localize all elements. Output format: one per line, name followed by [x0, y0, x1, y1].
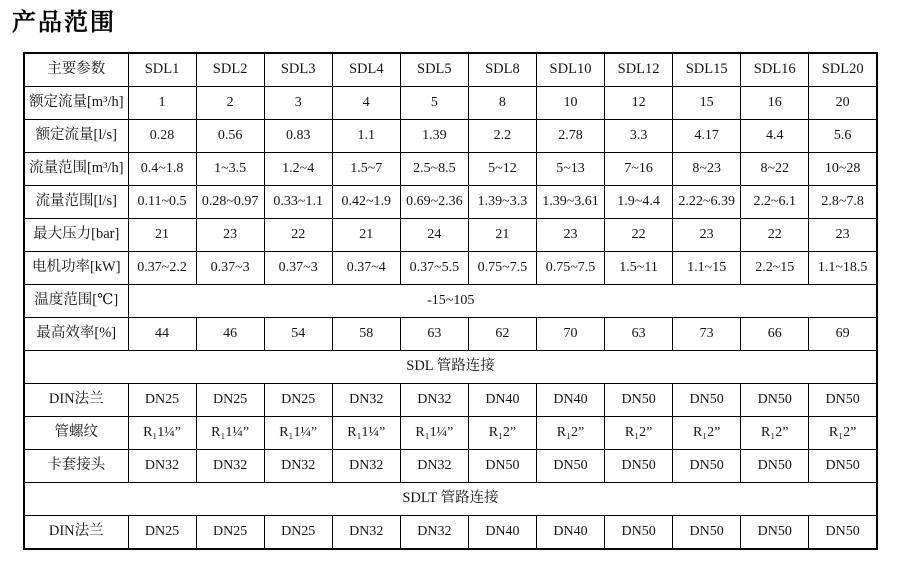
- table-row: [24, 87, 877, 120]
- table-cell: 3.3: [605, 120, 673, 153]
- table-cell: DN25: [264, 384, 332, 417]
- table-cell: DN50: [605, 516, 673, 550]
- table-cell: 1.1: [332, 120, 400, 153]
- table-row: [24, 186, 877, 219]
- header-model-sdl10: SDL10: [536, 53, 604, 87]
- table-cell: 0.69~2.36: [400, 186, 468, 219]
- table-cell: 8~22: [741, 153, 809, 186]
- table-row: [24, 153, 877, 186]
- section-title-cell: SDL 管路连接: [24, 351, 877, 384]
- table-cell: DN50: [536, 450, 604, 483]
- table-cell: 54: [264, 318, 332, 351]
- table-cell: DN32: [400, 384, 468, 417]
- header-model-sdl2: SDL2: [196, 53, 264, 87]
- table-cell: 2.22~6.39: [673, 186, 741, 219]
- table-cell: 4: [332, 87, 400, 120]
- table-cell: R₁1¼”: [264, 417, 332, 450]
- table-cell: 0.33~1.1: [264, 186, 332, 219]
- header-model-sdl15: SDL15: [673, 53, 741, 87]
- section-title-cell: SDLT 管路连接: [24, 483, 877, 516]
- table-cell: DN40: [536, 384, 604, 417]
- table-cell: 7~16: [605, 153, 673, 186]
- header-param-label: 主要参数: [24, 53, 128, 87]
- row-label: 最高效率[%]: [24, 318, 128, 351]
- table-cell: DN25: [128, 384, 196, 417]
- header-model-sdl5: SDL5: [400, 53, 468, 87]
- table-cell: 0.37~2.2: [128, 252, 196, 285]
- table-row: [24, 417, 877, 450]
- table-cell: DN40: [468, 516, 536, 550]
- table-cell: R₁2”: [809, 417, 877, 450]
- table-cell: 4.4: [741, 120, 809, 153]
- table-body: [24, 53, 877, 549]
- table-cell: 23: [809, 219, 877, 252]
- header-model-sdl4: SDL4: [332, 53, 400, 87]
- table-cell: 22: [264, 219, 332, 252]
- table-cell: 1.1~15: [673, 252, 741, 285]
- table-cell: R₁2”: [673, 417, 741, 450]
- table-cell: 21: [332, 219, 400, 252]
- table-cell: DN50: [673, 384, 741, 417]
- table-cell: DN32: [332, 384, 400, 417]
- product-range-table: [23, 52, 878, 550]
- table-cell: DN25: [128, 516, 196, 550]
- table-cell: 0.28: [128, 120, 196, 153]
- table-cell: 0.75~7.5: [536, 252, 604, 285]
- table-row: [24, 450, 877, 483]
- table-cell: DN50: [741, 516, 809, 550]
- row-label: 管螺纹: [24, 417, 128, 450]
- table-cell: 5.6: [809, 120, 877, 153]
- table-cell: 0.4~1.8: [128, 153, 196, 186]
- table-cell: 21: [468, 219, 536, 252]
- header-model-sdl3: SDL3: [264, 53, 332, 87]
- table-cell: 22: [605, 219, 673, 252]
- table-cell: 0.56: [196, 120, 264, 153]
- table-cell: 63: [400, 318, 468, 351]
- table-cell: 0.37~5.5: [400, 252, 468, 285]
- table-cell: 0.37~3: [264, 252, 332, 285]
- table-cell: 1.5~11: [605, 252, 673, 285]
- header-model-sdl8: SDL8: [468, 53, 536, 87]
- table-cell: 44: [128, 318, 196, 351]
- table-cell: 2.2~15: [741, 252, 809, 285]
- table-cell: 1.1~18.5: [809, 252, 877, 285]
- table-cell: 20: [809, 87, 877, 120]
- table-cell: DN25: [264, 516, 332, 550]
- table-cell: 70: [536, 318, 604, 351]
- table-cell: 8~23: [673, 153, 741, 186]
- table-cell: 1.39~3.61: [536, 186, 604, 219]
- table-cell: 22: [741, 219, 809, 252]
- header-model-sdl1: SDL1: [128, 53, 196, 87]
- page-title: 产品范围: [12, 8, 116, 36]
- row-label: 额定流量[m³/h]: [24, 87, 128, 120]
- table-cell: 0.11~0.5: [128, 186, 196, 219]
- table-cell: 5~12: [468, 153, 536, 186]
- table-cell: 2.5~8.5: [400, 153, 468, 186]
- table-cell: 2.78: [536, 120, 604, 153]
- table-cell: DN50: [809, 516, 877, 550]
- table-header-row: [24, 53, 877, 87]
- table-row: [24, 120, 877, 153]
- table-cell: 5: [400, 87, 468, 120]
- merged-value-cell: -15~105: [128, 285, 877, 318]
- table-cell: R₁1¼”: [128, 417, 196, 450]
- table-cell: DN50: [741, 450, 809, 483]
- table-cell: 2.2~6.1: [741, 186, 809, 219]
- table-cell: DN40: [468, 384, 536, 417]
- table-cell: 23: [196, 219, 264, 252]
- table-cell: 0.42~1.9: [332, 186, 400, 219]
- table-cell: 3: [264, 87, 332, 120]
- table-cell: 1.2~4: [264, 153, 332, 186]
- table-cell: R₁2”: [536, 417, 604, 450]
- table-cell: DN50: [605, 384, 673, 417]
- row-label: 温度范围[℃]: [24, 285, 128, 318]
- table-row-merged: [24, 285, 877, 318]
- table-cell: 1~3.5: [196, 153, 264, 186]
- table-cell: 69: [809, 318, 877, 351]
- table-cell: DN32: [400, 516, 468, 550]
- table-cell: DN50: [468, 450, 536, 483]
- table-cell: 0.28~0.97: [196, 186, 264, 219]
- table-cell: 23: [536, 219, 604, 252]
- table-cell: R₁1¼”: [400, 417, 468, 450]
- table-cell: DN25: [196, 384, 264, 417]
- table-cell: 1.5~7: [332, 153, 400, 186]
- table-cell: DN50: [673, 450, 741, 483]
- row-label: 流量范围[m³/h]: [24, 153, 128, 186]
- table-cell: DN32: [332, 450, 400, 483]
- table-cell: 2.2: [468, 120, 536, 153]
- table-cell: R₁2”: [605, 417, 673, 450]
- table-cell: 1.39~3.3: [468, 186, 536, 219]
- table-cell: 15: [673, 87, 741, 120]
- table-cell: 73: [673, 318, 741, 351]
- table-cell: R₁2”: [741, 417, 809, 450]
- table-cell: 12: [605, 87, 673, 120]
- table-cell: R₁1¼”: [332, 417, 400, 450]
- table-cell: 0.75~7.5: [468, 252, 536, 285]
- table-cell: 2.8~7.8: [809, 186, 877, 219]
- table-cell: DN32: [400, 450, 468, 483]
- table-cell: R₁1¼”: [196, 417, 264, 450]
- table-cell: 21: [128, 219, 196, 252]
- table-cell: 46: [196, 318, 264, 351]
- row-label: 卡套接头: [24, 450, 128, 483]
- table-cell: DN32: [128, 450, 196, 483]
- table-cell: 0.37~4: [332, 252, 400, 285]
- table-cell: DN32: [264, 450, 332, 483]
- table-cell: 1.39: [400, 120, 468, 153]
- table-cell: 66: [741, 318, 809, 351]
- section-row: [24, 351, 877, 384]
- header-model-sdl16: SDL16: [741, 53, 809, 87]
- table-cell: 1.9~4.4: [605, 186, 673, 219]
- table-cell: 2: [196, 87, 264, 120]
- table-cell: DN50: [809, 384, 877, 417]
- table-cell: 24: [400, 219, 468, 252]
- table-row: [24, 516, 877, 550]
- table-cell: DN50: [741, 384, 809, 417]
- table-cell: 0.37~3: [196, 252, 264, 285]
- table-cell: 10: [536, 87, 604, 120]
- table-cell: 0.83: [264, 120, 332, 153]
- table-cell: 4.17: [673, 120, 741, 153]
- table-cell: 10~28: [809, 153, 877, 186]
- row-label: DIN法兰: [24, 384, 128, 417]
- table-cell: DN50: [605, 450, 673, 483]
- table-cell: DN25: [196, 516, 264, 550]
- table-cell: DN40: [536, 516, 604, 550]
- section-row: [24, 483, 877, 516]
- table-cell: DN32: [196, 450, 264, 483]
- table-cell: DN50: [809, 450, 877, 483]
- table-cell: 16: [741, 87, 809, 120]
- row-label: 电机功率[kW]: [24, 252, 128, 285]
- table-cell: R₁2”: [468, 417, 536, 450]
- header-model-sdl12: SDL12: [605, 53, 673, 87]
- table-cell: 23: [673, 219, 741, 252]
- table-row: [24, 384, 877, 417]
- table-row: [24, 219, 877, 252]
- table-cell: DN32: [332, 516, 400, 550]
- table-cell: 8: [468, 87, 536, 120]
- table-cell: 63: [605, 318, 673, 351]
- row-label: DIN法兰: [24, 516, 128, 550]
- table-row: [24, 252, 877, 285]
- table-cell: 5~13: [536, 153, 604, 186]
- table-cell: 1: [128, 87, 196, 120]
- table-cell: DN50: [673, 516, 741, 550]
- row-label: 流量范围[l/s]: [24, 186, 128, 219]
- row-label: 额定流量[l/s]: [24, 120, 128, 153]
- row-label: 最大压力[bar]: [24, 219, 128, 252]
- table-cell: 58: [332, 318, 400, 351]
- table-row: [24, 318, 877, 351]
- table-cell: 62: [468, 318, 536, 351]
- header-model-sdl20: SDL20: [809, 53, 877, 87]
